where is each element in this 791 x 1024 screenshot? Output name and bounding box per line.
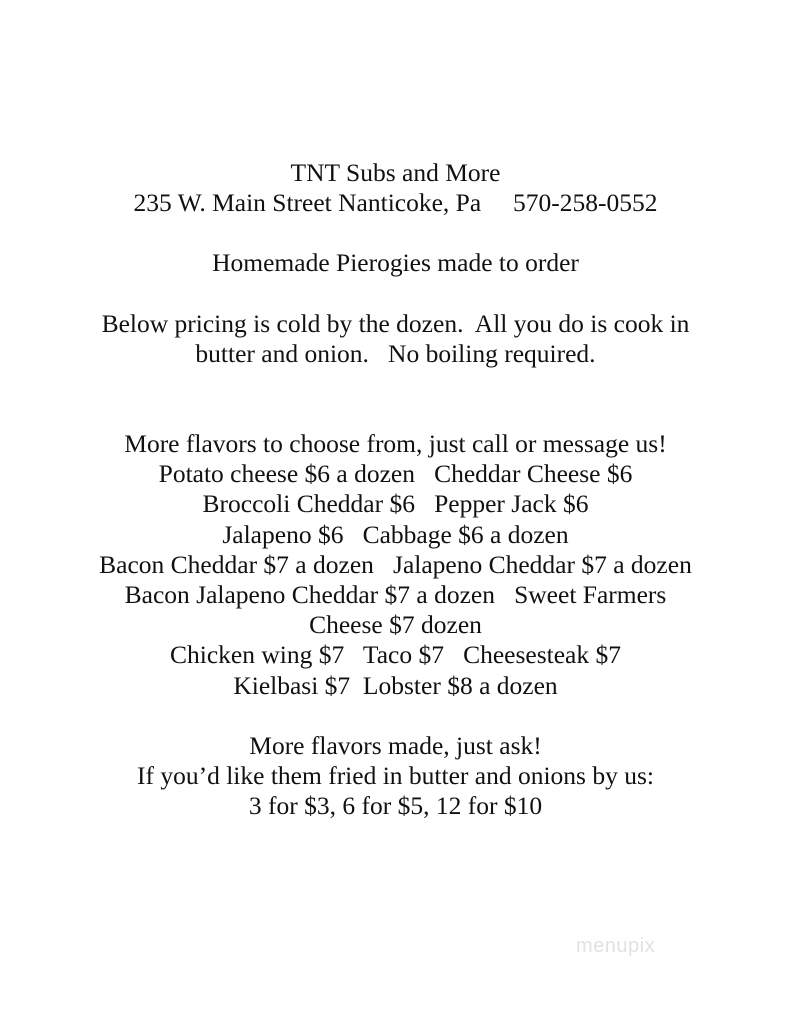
flavors-heading: More flavors to choose from, just call or message us! <box>124 429 667 459</box>
menu-headline: Homemade Pierogies made to order <box>212 248 579 278</box>
flavor-line: Chicken wing $7 Taco $7 Cheesesteak $7 <box>170 640 621 670</box>
pricing-note-line-1: Below pricing is cold by the dozen. All you do is cook in <box>101 308 690 338</box>
flavor-line: Bacon Jalapeno Cheddar $7 a dozen Sweet Farmers <box>124 580 667 610</box>
flavor-line: Jalapeno $6 Cabbage $6 a dozen <box>222 519 569 549</box>
flavor-line: Cheese $7 dozen <box>309 610 482 640</box>
address-phone: 235 W. Main Street Nanticoke, Pa 570-258-0552 <box>133 188 658 218</box>
spacer <box>0 369 791 429</box>
spacer <box>0 218 791 248</box>
more-flavors-note: More flavors made, just ask! <box>249 730 542 760</box>
business-name: TNT Subs and More <box>290 158 501 187</box>
fried-offer: If you’d like them fried in butter and onions by us: <box>137 761 654 791</box>
flavor-line: Potato cheese $6 a dozen Cheddar Cheese $6 <box>158 459 633 489</box>
pricing-note-line-2: butter and onion. No boiling required. <box>195 338 596 368</box>
flavor-line: Kielbasi $7 Lobster $8 a dozen <box>233 670 558 700</box>
fried-pricing: 3 for $3, 6 for $5, 12 for $10 <box>248 791 543 821</box>
flavor-line: Broccoli Cheddar $6 Pepper Jack $6 <box>202 489 589 519</box>
menu-document <box>0 158 791 821</box>
menupix-watermark: menupix <box>576 935 656 957</box>
spacer <box>0 279 791 309</box>
spacer <box>0 701 791 731</box>
flavor-line: Bacon Cheddar $7 a dozen Jalapeno Cheddar $7 a dozen <box>99 549 692 579</box>
